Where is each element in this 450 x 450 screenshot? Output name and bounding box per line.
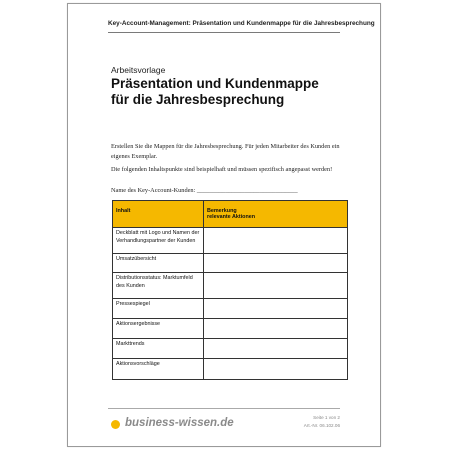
page-number: Seite 1 von 2 xyxy=(313,415,340,420)
table-cell-content: Markttrends xyxy=(113,339,204,359)
logo-dot-icon xyxy=(111,420,120,429)
table-row xyxy=(113,228,348,254)
page-header: Key-Account-Management: Präsentation und Kundenmappe für die Jahresbesprechung xyxy=(108,20,375,27)
table-cell-note xyxy=(204,254,348,273)
table-row xyxy=(113,339,348,359)
table-cell-note xyxy=(204,319,348,339)
table-cell-content: Aktionsergebnisse xyxy=(113,319,204,339)
table-cell-note xyxy=(204,339,348,359)
table-cell-content: Deckblatt mit Logo und Namen der Verhandlungspartner der Kunden xyxy=(113,228,204,254)
document-type: Arbeitsvorlage xyxy=(111,65,166,75)
logo: business-wissen.de xyxy=(125,417,234,429)
footer-divider xyxy=(108,408,340,409)
table-cell-content: Distributionsstatus: Marktumfeld des Kunden xyxy=(113,273,204,299)
content-table xyxy=(112,200,348,380)
table-cell-note xyxy=(204,228,348,254)
customer-name-field: Name des Key-Account-Kunden: ________________________________ xyxy=(111,187,298,194)
column-header-content: Inhalt xyxy=(113,201,204,228)
table-cell-note xyxy=(204,299,348,319)
intro-text xyxy=(111,142,351,179)
table-cell-content: Aktionsvorschläge xyxy=(113,359,204,380)
intro-paragraph-2: Die folgenden Inhaltspunkte sind beispielhaft und müssen spezifisch angepasst werden! xyxy=(111,166,333,174)
intro-paragraph-1: Erstellen Sie die Mappen für die Jahresbesprechung. Für jeden Mitarbeiter des Kunden ein eigenes Exemplar. xyxy=(111,143,340,160)
header-divider xyxy=(108,32,340,33)
table-row xyxy=(113,299,348,319)
table-cell-note xyxy=(204,273,348,299)
table-cell-note xyxy=(204,359,348,380)
table-row xyxy=(113,319,348,339)
table-row xyxy=(113,273,348,299)
table-header-row xyxy=(113,201,348,228)
table-cell-content: Pressespiegel xyxy=(113,299,204,319)
document-page xyxy=(67,3,381,447)
table-cell-content: Umsatzübersicht xyxy=(113,254,204,273)
article-number: Art.-Nr. 06.102.06 xyxy=(303,423,340,428)
column-header-remarks: Bemerkung relevante Aktionen xyxy=(204,201,348,228)
table-row xyxy=(113,254,348,273)
document-title: Präsentation und Kundenmappe für die Jahresbesprechung xyxy=(111,76,319,107)
table-row xyxy=(113,359,348,380)
